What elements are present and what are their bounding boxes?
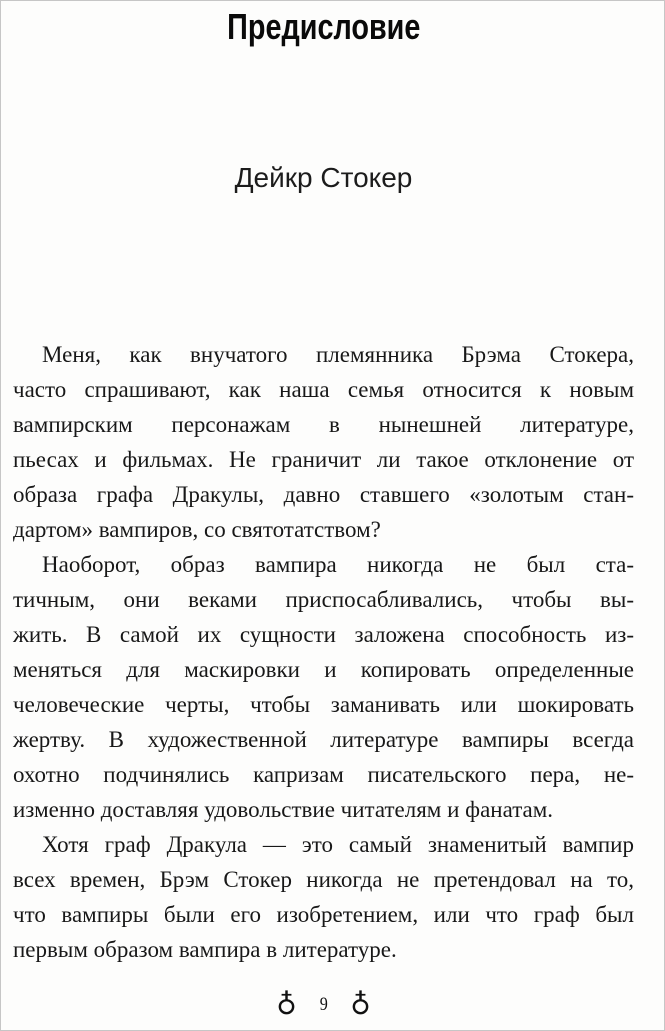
- text-line: изменно доставляя удовольствие читателям и фанатам.: [13, 797, 554, 822]
- paragraph: [13, 827, 634, 967]
- paragraph: [13, 547, 634, 827]
- text-line: пьесах и фильмах. Не граничит ли такое отклонение от: [13, 447, 634, 472]
- text-line: первым образом вампира в литературе.: [13, 937, 397, 962]
- text-line: тичным, они веками приспосабливались, чтобы вы-: [13, 587, 634, 612]
- text-line: меняться для маскировки и копировать определенные: [13, 657, 634, 682]
- text-line: Меня, как внучатого племянника Брэма Стокера,: [42, 342, 634, 367]
- text-line: образа графа Дракулы, давно ставшего «золотым стан-: [13, 482, 634, 507]
- text-line: дартом» вампиров, со святотатством?: [13, 517, 381, 542]
- text-line: жить. В самой их сущности заложена способность из-: [13, 622, 634, 647]
- text-line: что вампиры были его изобретением, или что граф был: [13, 902, 634, 927]
- chapter-title-row: [13, 1, 634, 49]
- page-number: 9: [319, 994, 328, 1015]
- text-line: вампирским персонажам в нынешней литературе,: [13, 412, 634, 437]
- ornament-right-icon: ♁: [350, 988, 371, 1021]
- text-line: Хотя граф Дракула — это самый знаменитый вампир: [42, 832, 634, 857]
- chapter-title: Предисловие: [226, 6, 421, 47]
- page-footer: [13, 990, 634, 1020]
- text-line: человеческие черты, чтобы заманивать или шокировать: [13, 692, 634, 717]
- paragraph: [13, 337, 634, 547]
- ornament-left-icon: ♁: [276, 988, 297, 1021]
- body-text: [13, 337, 634, 967]
- author-name: Дейкр Стокер: [234, 162, 413, 193]
- text-line: жертву. В художественной литературе вампиры всегда: [13, 727, 634, 752]
- text-line: всех времен, Брэм Стокер никогда не претендовал на то,: [13, 867, 634, 892]
- text-line: охотно подчинялись капризам писательского пера, не-: [13, 762, 634, 787]
- text-line: Наоборот, образ вампира никогда не был ста-: [42, 552, 634, 577]
- text-line: часто спрашивают, как наша семья относится к новым: [13, 377, 634, 402]
